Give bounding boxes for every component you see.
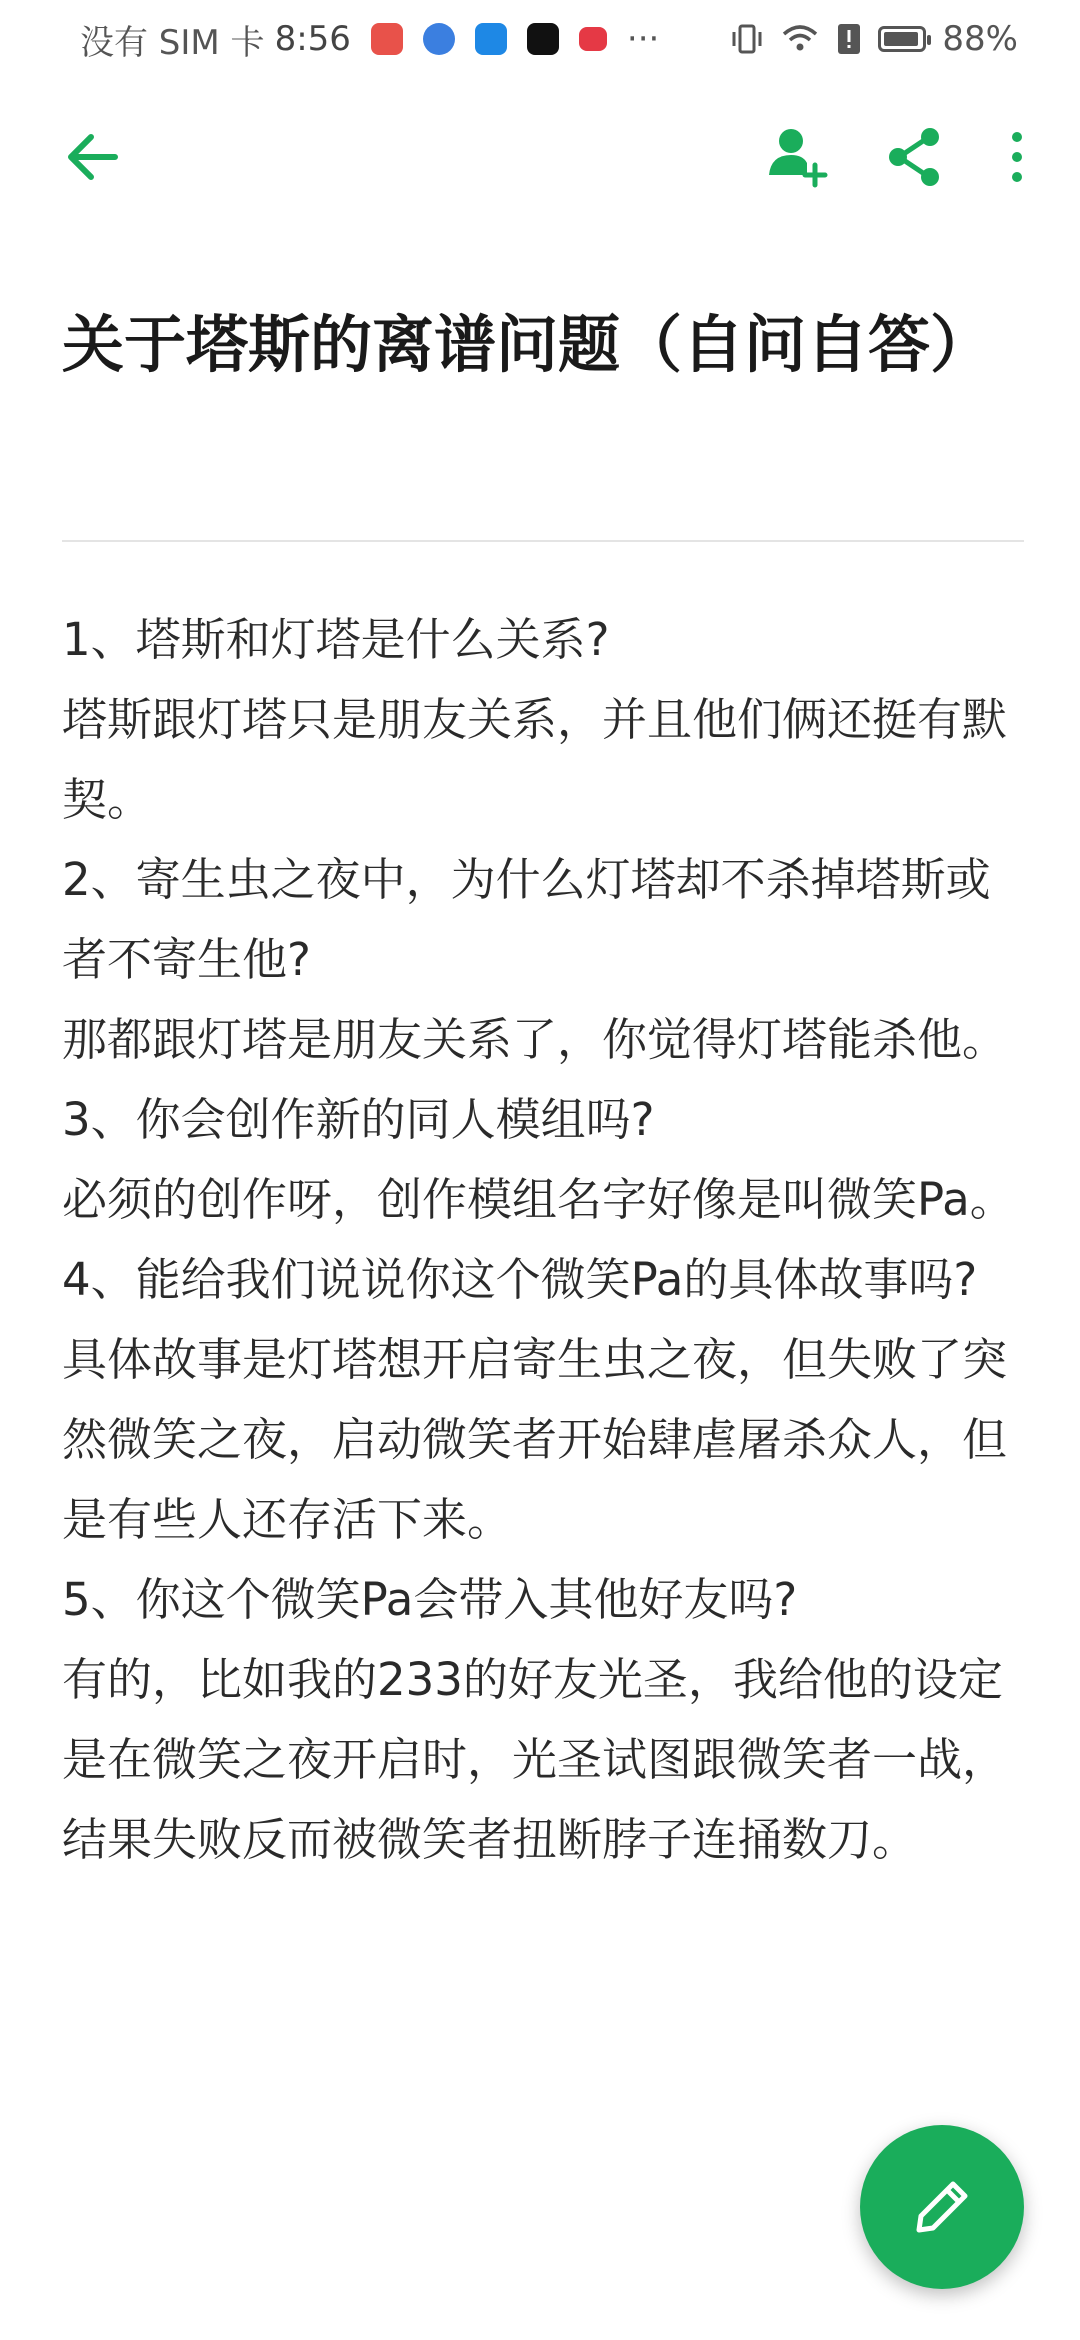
browser-notification-icon — [423, 23, 455, 55]
note-toolbar — [0, 100, 1080, 220]
huawei-store-notification-icon — [371, 23, 403, 55]
note-paragraph: 那都跟灯塔是朋友关系了，你觉得灯塔能杀他。 — [62, 1013, 1008, 1066]
more-vertical-icon — [1007, 125, 1027, 189]
note-paragraph: 有的，比如我的233的好友光圣，我给他的设定是在微笑之夜开启时，光圣试图跟微笑者一战，结果失败反而被微笑者扭断脖子连捅数刀。 — [62, 1653, 1008, 1866]
status-bar — [0, 0, 1080, 78]
add-collaborator-button[interactable] — [752, 112, 842, 202]
title-divider — [62, 540, 1024, 542]
pencil-edit-icon — [907, 2172, 977, 2242]
vibrate-icon — [730, 22, 764, 56]
battery-percent: 88% — [942, 19, 1018, 59]
note-paragraph: 2、寄生虫之夜中，为什么灯塔却不杀掉塔斯或者不寄生他? — [62, 853, 991, 986]
clock: 8:56 — [274, 19, 351, 59]
battery-icon — [878, 26, 926, 52]
note-title[interactable]: 关于塔斯的离谱问题（自问自答） — [62, 308, 993, 381]
note-paragraph: 必须的创作呀，创作模组名字好像是叫微笑Pa。 — [62, 1173, 1015, 1226]
status-right — [730, 19, 1018, 59]
share-icon — [885, 125, 945, 189]
note-body[interactable] — [62, 600, 1032, 1880]
note-paragraph: 塔斯跟灯塔只是朋友关系，并且他们俩还挺有默契。 — [62, 693, 1008, 826]
note-paragraph: 4、能给我们说说你这个微笑Pa的具体故事吗? — [62, 1253, 978, 1306]
sparkle-notification-icon — [527, 23, 559, 55]
reader-notification-icon — [579, 27, 607, 51]
arrow-left-icon — [61, 125, 125, 189]
note-paragraph: 1、塔斯和灯塔是什么关系? — [62, 613, 610, 666]
back-button[interactable] — [48, 112, 138, 202]
note-paragraph: 具体故事是灯塔想开启寄生虫之夜，但失败了突然微笑之夜，启动微笑者开始肆虐屠杀众人，但是有些人还存活下来。 — [62, 1333, 1008, 1546]
note-paragraph: 3、你会创作新的同人模组吗? — [62, 1093, 655, 1146]
share-button[interactable] — [870, 112, 960, 202]
status-left — [80, 15, 659, 64]
weather-notification-icon — [475, 23, 507, 55]
note-paragraph: 5、你这个微笑Pa会带入其他好友吗? — [62, 1573, 798, 1626]
carrier-text: 没有 SIM 卡 — [80, 22, 265, 63]
sim-alert-icon — [836, 22, 862, 56]
add-user-icon — [763, 123, 831, 191]
more-options-button[interactable] — [972, 112, 1062, 202]
wifi-icon — [780, 22, 820, 56]
edit-note-button[interactable] — [860, 2125, 1024, 2289]
more-notifications-indicator: ··· — [626, 19, 660, 59]
